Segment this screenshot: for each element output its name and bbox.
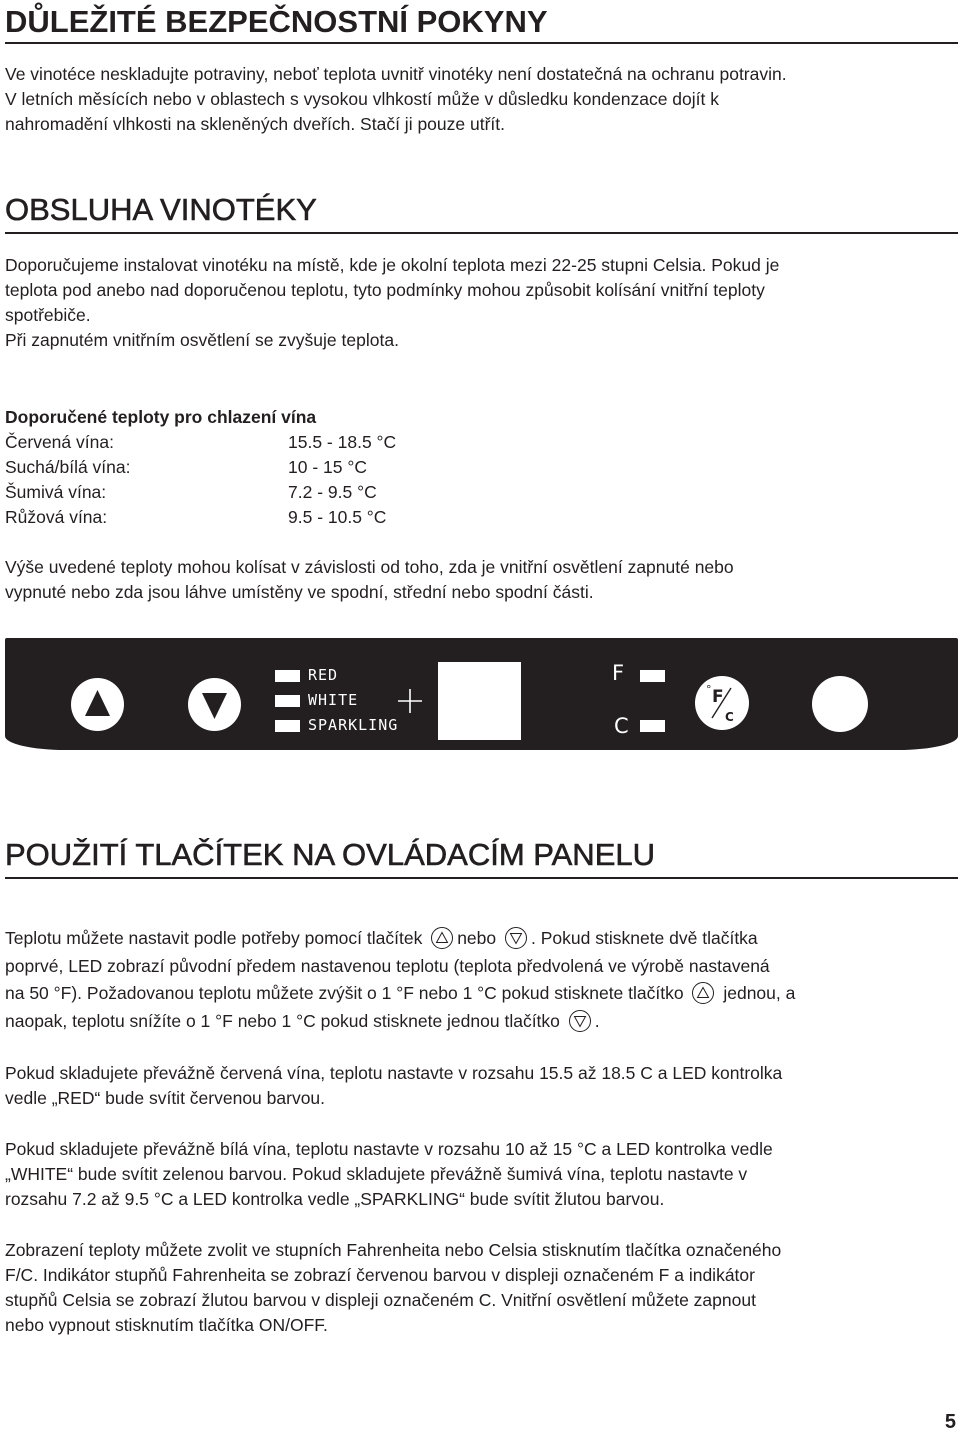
text-segment: naopak, teplotu snížíte o 1 °F nebo 1 °C pokud stisknete jednou tlačítko bbox=[5, 1010, 560, 1031]
led-sparkling-indicator bbox=[275, 720, 300, 732]
down-arrow-icon bbox=[188, 678, 241, 731]
degree-mark: ° bbox=[706, 683, 712, 696]
text-line: nahromadění vlhkosti na skleněných dveřích. Stačí ji pouze utřít. bbox=[5, 114, 505, 134]
wine-type: Růžová vína: bbox=[5, 507, 108, 527]
text-segment: nebo bbox=[457, 928, 497, 948]
table-row bbox=[5, 455, 396, 480]
fc-button-c: C bbox=[725, 710, 734, 724]
fc-toggle-button[interactable] bbox=[695, 676, 749, 730]
text-line: vypnuté nebo zda jsou láhve umístěny ve spodní, střední nebo spodní části. bbox=[5, 582, 594, 602]
text-line bbox=[5, 925, 955, 953]
buttons-paragraph-4 bbox=[5, 1238, 955, 1338]
text-line: Výše uvedené teploty mohou kolísat v závislosti od toho, zda je vnitřní osvětlení zapnuté nebo bbox=[5, 557, 734, 577]
section-title-buttons: POUŽITÍ TLAČÍTEK NA OVLÁDACÍM PANELU bbox=[5, 837, 656, 872]
text-line: V letních měsících nebo v oblastech s vysokou vlhkostí může v důsledku kondenzace dojít k bbox=[5, 89, 719, 109]
text-line: nebo vypnout stisknutím tlačítka ON/OFF. bbox=[5, 1315, 328, 1335]
text-segment: . Pokud stisknete dvě tlačítka bbox=[531, 928, 758, 948]
c-unit-indicator bbox=[640, 720, 665, 732]
down-button[interactable] bbox=[188, 678, 241, 731]
text-line: vedle „RED“ bude svítit červenou barvou. bbox=[5, 1088, 326, 1108]
page-number: 5 bbox=[944, 1411, 956, 1433]
text-line: Pokud skladujete převážně bílá vína, teplotu nastavte v rozsahu 10 až 15 °C a LED kontrolka vedle bbox=[5, 1139, 773, 1159]
up-arrow-icon bbox=[71, 678, 124, 731]
text-line: stupňů Celsia se zobrazí žlutou barvou v displeji označeném C. Vnitřní osvětlení můžete zapnout bbox=[5, 1290, 756, 1310]
section-title-safety: DŮLEŽITÉ BEZPEČNOSTNÍ POKYNY bbox=[5, 4, 548, 39]
text-line: F/C. Indikátor stupňů Fahrenheita se zobrazí červenou barvou v displeji označeném F a indikátor bbox=[5, 1265, 755, 1285]
plus-icon bbox=[396, 687, 424, 715]
section-rule bbox=[5, 42, 958, 44]
text-segment: na 50 °F). Požadovanou teplotu můžete zvýšit o 1 °F nebo 1 °C pokud stisknete tlačítko bbox=[5, 983, 684, 1003]
text-line: „WHITE“ bude svítit zelenou barvou. Pokud skladujete převážně šumivá vína, teplotu nastavte v bbox=[5, 1164, 748, 1184]
temperature-display bbox=[438, 662, 521, 740]
text-line bbox=[5, 1008, 955, 1036]
led-white-indicator bbox=[275, 695, 300, 707]
section-rule bbox=[5, 877, 958, 879]
text-line: rozsahu 7.2 až 9.5 °C a LED kontrolka vedle „SPARKLING“ bude svítit žlutou barvou. bbox=[5, 1189, 665, 1209]
inline-down-button-icon bbox=[505, 927, 527, 949]
inline-down-button-icon bbox=[569, 1010, 591, 1032]
temperature-range: 9.5 - 10.5 °C bbox=[288, 507, 387, 527]
temperature-range: 10 - 15 °C bbox=[288, 457, 367, 477]
inline-up-button-icon bbox=[692, 982, 714, 1004]
led-red-label: RED bbox=[308, 666, 339, 684]
text-segment: jednou, a bbox=[723, 983, 796, 1003]
table-row bbox=[5, 480, 396, 505]
led-white-label: WHITE bbox=[308, 691, 359, 709]
text-line bbox=[5, 980, 955, 1008]
text-line: Zobrazení teploty můžete zvolit ve stupních Fahrenheita nebo Celsia stisknutím tlačítka označeného bbox=[5, 1240, 782, 1260]
section-title-operation: OBSLUHA VINOTÉKY bbox=[5, 192, 317, 227]
up-button[interactable] bbox=[71, 678, 124, 731]
text-line: Pokud skladujete převážně červená vína, teplotu nastavte v rozsahu 15.5 až 18.5 C a LED kontrolka bbox=[5, 1063, 783, 1083]
text-segment: Teplotu můžete nastavit podle potřeby pomocí tlačítek bbox=[5, 928, 423, 948]
buttons-paragraph-2 bbox=[5, 1061, 955, 1111]
table-row bbox=[5, 505, 396, 530]
f-unit-label: F bbox=[612, 661, 625, 685]
light-on-off-button[interactable] bbox=[812, 676, 868, 732]
operation-paragraph bbox=[5, 253, 955, 353]
temperature-note bbox=[5, 555, 955, 605]
text-line: teplota pod anebo nad doporučenou teplotu, tyto podmínky mohou způsobit kolísání vnitřní teploty bbox=[5, 280, 765, 300]
text-line: Při zapnutém vnitřním osvětlení se zvyšuje teplota. bbox=[5, 330, 399, 350]
wine-type: Suchá/bílá vína: bbox=[5, 457, 131, 477]
control-panel bbox=[5, 638, 958, 750]
temperature-range: 15.5 - 18.5 °C bbox=[288, 432, 397, 452]
inline-up-button-icon bbox=[431, 927, 453, 949]
text-line: Doporučujeme instalovat vinotéku na místě, kde je okolní teplota mezi 22-25 stupni Celsia. Pokud je bbox=[5, 255, 780, 275]
text-segment: . bbox=[594, 1010, 600, 1031]
led-sparkling-label: SPARKLING bbox=[308, 716, 399, 734]
temperature-table-title: Doporučené teploty pro chlazení vína bbox=[5, 407, 317, 427]
text-line: spotřebiče. bbox=[5, 305, 91, 325]
fc-button-f: F bbox=[712, 687, 724, 707]
buttons-paragraph-1 bbox=[5, 925, 955, 1035]
text-line: poprvé, LED zobrazí původní předem nastavenou teplotu (teplota předvolená ve výrobě nastavená bbox=[5, 955, 770, 976]
table-row bbox=[5, 430, 396, 455]
wine-type: Červená vína: bbox=[5, 432, 114, 452]
temperature-table bbox=[5, 405, 396, 530]
text-line: Ve vinotéce neskladujte potraviny, neboť teplota uvnitř vinotéky není dostatečná na ochranu potravin. bbox=[5, 64, 787, 84]
fc-toggle-icon bbox=[695, 676, 749, 730]
led-red-indicator bbox=[275, 670, 300, 682]
safety-paragraph bbox=[5, 62, 955, 137]
section-rule bbox=[5, 232, 958, 234]
f-unit-indicator bbox=[640, 670, 665, 682]
buttons-paragraph-3 bbox=[5, 1137, 955, 1212]
wine-type: Šumivá vína: bbox=[5, 482, 107, 502]
c-unit-label: C bbox=[614, 714, 629, 738]
temperature-range: 7.2 - 9.5 °C bbox=[288, 482, 377, 502]
